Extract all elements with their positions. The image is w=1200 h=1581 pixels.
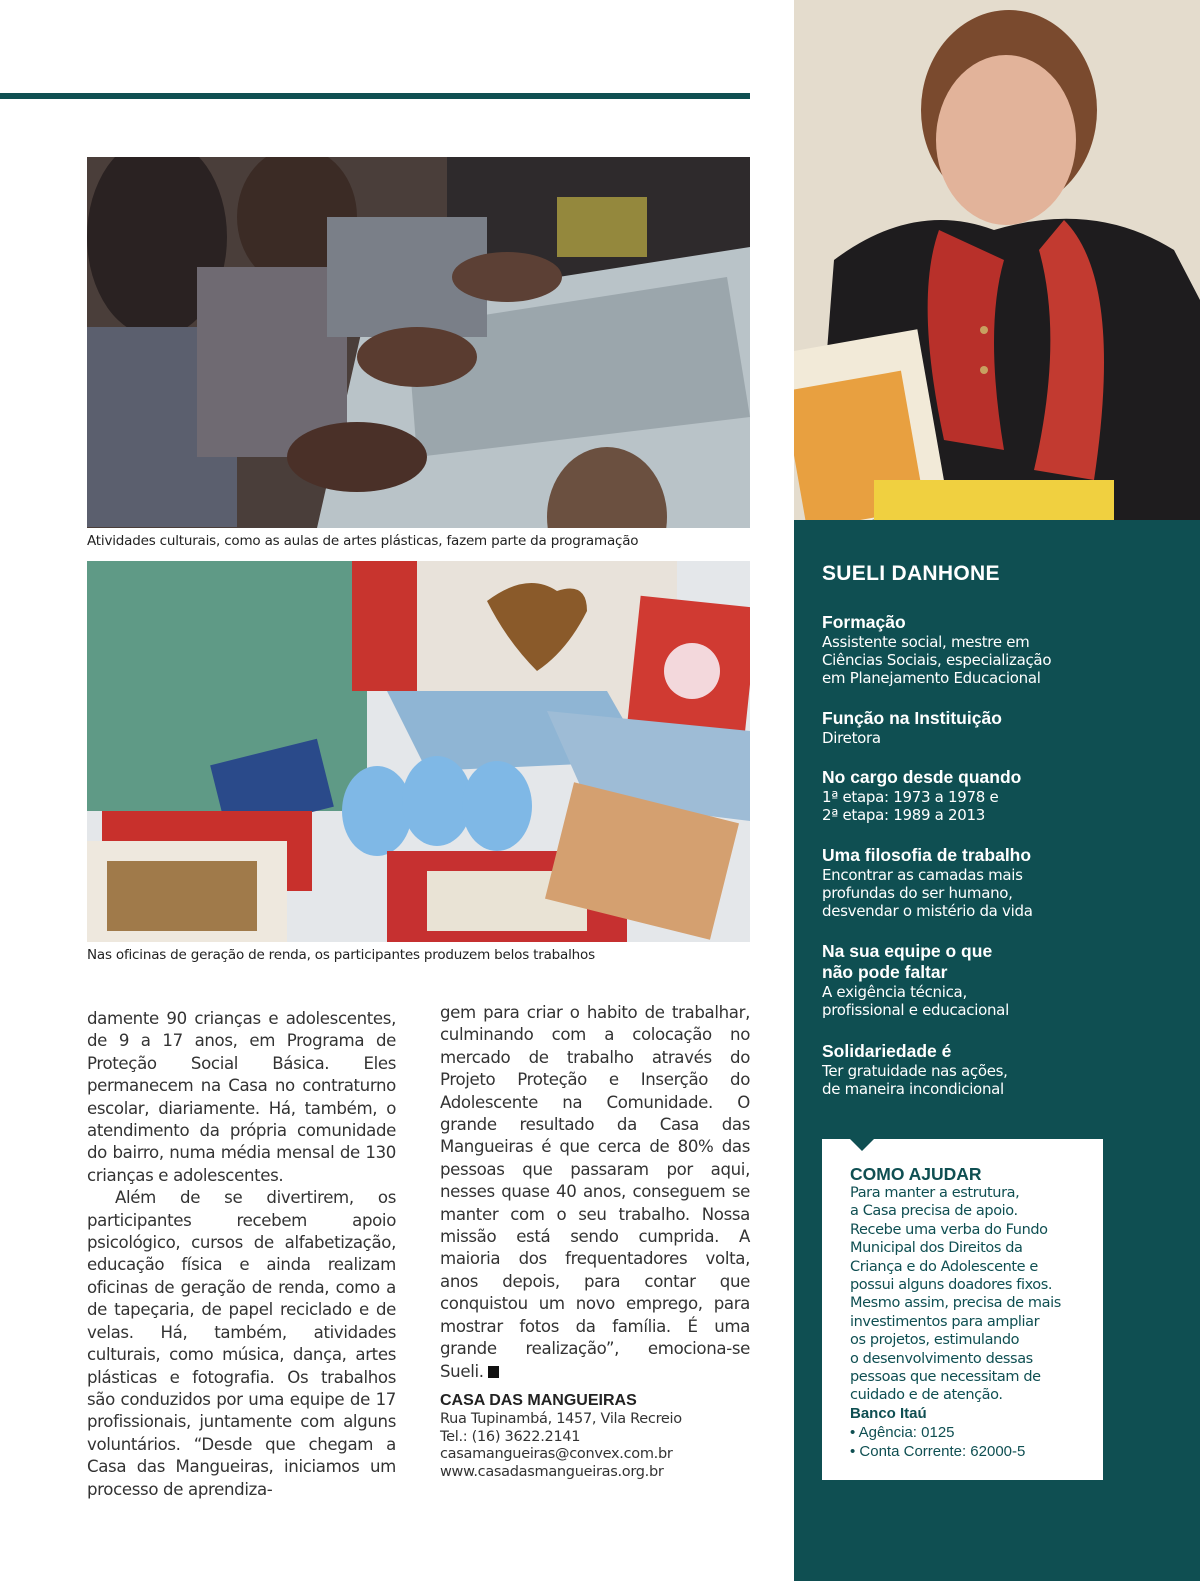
bank-account: • Conta Corrente: 62000-5 [850, 1442, 1026, 1460]
help-line: cuidado e de atenção. [850, 1387, 1003, 1404]
body-column-1 [87, 1008, 396, 1501]
profile-label: Solidariedade é [822, 1041, 952, 1061]
profile-text: profissional e educacional [822, 1001, 1009, 1019]
end-of-article-mark-icon [488, 1366, 499, 1378]
help-line: investimentos para ampliar [850, 1313, 1040, 1330]
help-line: a Casa precisa de apoio. [850, 1203, 1018, 1220]
crafts-illustration [87, 561, 750, 942]
contact-title: CASA DAS MANGUEIRAS [440, 1392, 637, 1409]
crafts-photo [87, 561, 750, 942]
profile-label: Na sua equipe o que [822, 941, 993, 961]
how-to-help-box [822, 1139, 1103, 1480]
profile-funcao [822, 708, 1182, 747]
photo2-caption: Nas oficinas de geração de renda, os participantes produzem belos trabalhos [87, 947, 595, 963]
profile-solidariedade [822, 1041, 1182, 1098]
help-box-notch [850, 1139, 874, 1151]
profile-equipe [822, 941, 1182, 1019]
profile-label: não pode faltar [822, 962, 948, 982]
help-line: Recebe uma verba do Fundo [850, 1221, 1048, 1238]
bank-agency: • Agência: 0125 [850, 1423, 955, 1441]
profile-cargo [822, 767, 1182, 824]
photo1-caption: Atividades culturais, como as aulas de artes plásticas, fazem parte da programação [87, 533, 639, 549]
profile-text: Ter gratuidade nas ações, [822, 1062, 1008, 1080]
paragraph: damente 90 crianças e adolescentes, de 9 a 17 anos, em Programa de Proteção Social Básica. Eles permanecem na Casa no contraturno escolar, diariamente. Há, também, o atendimento da própria comunidade do bairro, numa média mensal de 130 crianças e adolescentes. [87, 1009, 396, 1185]
contact-address: Rua Tupinambá, 1457, Vila Recreio [440, 1411, 682, 1427]
profile-text: 1ª etapa: 1973 a 1978 e [822, 788, 999, 806]
how-to-help-content [850, 1164, 1095, 1461]
help-line: possui alguns doadores fixos. [850, 1277, 1053, 1294]
profile-formacao [822, 612, 1182, 687]
help-title: COMO AJUDAR [850, 1164, 982, 1184]
paragraph: gem para criar o habito de trabalhar, culminando com a colocação no mercado de trabalho através do Projeto Proteção e Inserção do Adolescente na Comunidade. O grande resultado da Casa das Mangueiras é que cerca de 80% das pessoas que passaram por aqui, nesses quase 40 anos, conseguem se manter com o seu trabalho. Nossa missão está sendo cumprida. A maioria dos frequentadores volta, anos depois, para contar que conquistou um novo emprego, para mostrar fotos da família. É uma grande realização”, emociona-se Sueli. [440, 1003, 750, 1381]
profile-label: Função na Instituição [822, 708, 1002, 728]
profile-text: de maneira incondicional [822, 1080, 1004, 1098]
help-line: Mesmo assim, precisa de mais [850, 1295, 1061, 1312]
help-line: Municipal dos Direitos da [850, 1240, 1023, 1257]
contact-block [440, 1391, 750, 1481]
help-line: pessoas que necessitam de [850, 1369, 1041, 1386]
profile-text: desvendar o mistério da vida [822, 902, 1033, 920]
profile-label: Formação [822, 612, 906, 632]
portrait-illustration [794, 0, 1200, 520]
bank-name: Banco Itaú [850, 1404, 927, 1422]
top-rule [0, 93, 750, 99]
profile-text: Assistente social, mestre em [822, 633, 1030, 651]
profile-text: Ciências Sociais, especialização [822, 651, 1052, 669]
profile-label: No cargo desde quando [822, 767, 1022, 787]
contact-email[interactable]: casamangueiras@convex.com.br [440, 1446, 673, 1463]
paragraph-wrapper [440, 1002, 750, 1383]
portrait-photo [794, 0, 1200, 520]
profile-text: profundas do ser humano, [822, 884, 1013, 902]
profile-filosofia [822, 845, 1182, 920]
paragraph: Além de se divertirem, os participantes recebem apoio psicológico, cursos de alfabetização, educação física e ainda realizam oficinas de geração de renda, como a de tapeçaria, de papel reciclado e de velas. Há, também, atividades culturais, como música, dança, artes plásticas e fotografia. Os trabalhos são conduzidos por uma equipe de 17 profissionais, juntamente com alguns voluntários. “Desde que chegam a Casa das Mangueiras, iniciamos um processo de aprendiza- [87, 1188, 396, 1499]
help-line: Criança e do Adolescente e [850, 1258, 1038, 1275]
profile-label: Uma filosofia de trabalho [822, 845, 1032, 865]
profile-text: A exigência técnica, [822, 983, 967, 1001]
help-line: o desenvolvimento dessas [850, 1350, 1033, 1367]
profile-name: SUELI DANHONE [822, 562, 1000, 585]
body-column-2 [440, 1002, 750, 1383]
contact-website[interactable]: www.casadasmangueiras.org.br [440, 1463, 664, 1480]
profile-text: Diretora [822, 729, 881, 747]
profile-text: Encontrar as camadas mais [822, 866, 1023, 884]
profile-text: 2ª etapa: 1989 a 2013 [822, 806, 985, 824]
help-line: Para manter a estrutura, [850, 1185, 1020, 1201]
contact-phone: Tel.: (16) 3622.2141 [440, 1428, 581, 1445]
clay-class-photo [87, 157, 750, 528]
help-line: os projetos, estimulando [850, 1332, 1020, 1349]
clay-class-illustration [87, 157, 750, 528]
profile-text: em Planejamento Educacional [822, 669, 1041, 687]
